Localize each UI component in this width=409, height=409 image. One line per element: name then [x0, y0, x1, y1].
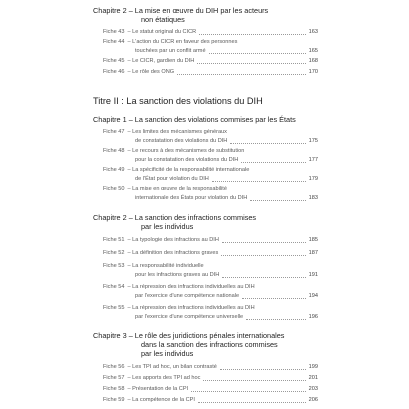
toc-entry[interactable]: [103, 396, 318, 405]
dot-leader: [191, 391, 306, 392]
toc-entry[interactable]: [103, 262, 318, 280]
entry-title: – Le rôle des ONG: [127, 69, 175, 75]
dot-leader: [203, 380, 305, 381]
part-title: Titre II : La sanction des violations du DIH: [93, 96, 263, 106]
fiche-number: Fiche 58: [103, 386, 125, 392]
entry-title: – La typologie des infractions au DIH: [127, 237, 219, 243]
fiche-number: Fiche 54: [103, 284, 125, 290]
fiche-number: Fiche 46: [103, 69, 125, 75]
entry-title-continued: de constatation des violations du DIH: [135, 137, 228, 144]
chapter-heading: [93, 6, 323, 24]
chapter-title-line: Chapitre 1 – La sanction des violations commises par les États: [93, 115, 296, 124]
dot-leader: [212, 181, 306, 182]
entry-title: – Les apports des TPI ad hoc: [127, 375, 201, 381]
fiche-number: Fiche 43: [103, 29, 125, 35]
fiche-number: Fiche 53: [103, 263, 125, 269]
chapter-title-line: par les individus: [141, 222, 194, 231]
dot-leader: [250, 200, 305, 201]
fiche-number: Fiche 52: [103, 250, 125, 256]
dot-leader: [242, 298, 306, 299]
entry-title: – Les limites des mécanismes généraux: [127, 129, 227, 135]
entry-title: – La spécificité de la responsabilité internationale: [127, 167, 250, 173]
page-number: 177: [308, 156, 318, 163]
toc-entry[interactable]: [103, 374, 318, 383]
chapter-title-line: dans la sanction des infractions commises: [141, 340, 278, 349]
chapter-title-line: Chapitre 2 – La sanction des infractions commises: [93, 213, 257, 222]
entry-title: – Le CICR, gardien du DIH: [127, 58, 195, 64]
chapter-title-line: non étatiques: [141, 15, 185, 24]
toc-entry[interactable]: [103, 185, 318, 203]
entry-title: – La responsabilité individuelle: [127, 263, 204, 269]
dot-leader: [220, 369, 306, 370]
entry-title: – La définition des infractions graves: [127, 250, 219, 256]
fiche-number: Fiche 48: [103, 148, 125, 154]
fiche-number: Fiche 57: [103, 375, 125, 381]
dot-leader: [221, 255, 305, 256]
page-number: 191: [308, 271, 318, 278]
toc-entry[interactable]: [103, 57, 318, 66]
toc-entry[interactable]: [103, 166, 318, 184]
toc-entry[interactable]: [103, 236, 318, 245]
page-number: 168: [308, 58, 318, 64]
dot-leader: [241, 162, 305, 163]
fiche-number: Fiche 47: [103, 129, 125, 135]
page-number: 203: [308, 386, 318, 392]
entry-title-continued: touchées par un conflit armé: [135, 47, 206, 54]
toc-entry[interactable]: [103, 283, 318, 301]
chapter-heading: [93, 331, 323, 358]
entry-title: – La compétence de la CPI: [127, 397, 195, 403]
entry-title-continued: pour la constatation des violations du DIH: [135, 156, 239, 163]
page-number: 187: [308, 250, 318, 256]
fiche-number: Fiche 44: [103, 39, 125, 45]
dot-leader: [246, 319, 305, 320]
toc-entry[interactable]: [103, 128, 318, 146]
chapter-heading: [93, 115, 323, 124]
page-number: 185: [308, 237, 318, 243]
toc-entry[interactable]: [103, 363, 318, 372]
page-number: 183: [308, 194, 318, 201]
entry-title-continued: pour les infractions graves au DIH: [135, 271, 220, 278]
entry-title: – L'action du CICR en faveur des personnes: [127, 39, 238, 45]
entry-title: – La répression des infractions individuelles au DIH: [127, 284, 255, 290]
entry-title-continued: de l'État pour violation du DIH: [135, 175, 209, 182]
fiche-number: Fiche 55: [103, 305, 125, 311]
dot-leader: [197, 63, 305, 64]
fiche-number: Fiche 59: [103, 397, 125, 403]
entry-title: – Présentation de la CPI: [127, 386, 189, 392]
page-number: 196: [308, 313, 318, 320]
dot-leader: [222, 277, 305, 278]
fiche-number: Fiche 56: [103, 364, 125, 370]
chapter-heading: [93, 213, 323, 231]
entry-title: – Le recours à des mécanismes de substitution: [127, 148, 245, 154]
page-number: 199: [308, 364, 318, 370]
toc-entry[interactable]: [103, 385, 318, 394]
toc-entry[interactable]: [103, 147, 318, 165]
entry-title-continued: internationale des États pour violation du DIH: [135, 194, 248, 201]
entry-title-continued: par l'exercice d'une compétence universelle: [135, 313, 244, 320]
toc-entry[interactable]: [103, 249, 318, 258]
dot-leader: [230, 143, 305, 144]
entry-title: – La répression des infractions individuelles au DIH: [127, 305, 255, 311]
fiche-number: Fiche 50: [103, 186, 125, 192]
entry-title: – Les TPI ad hoc, un bilan contrasté: [127, 364, 217, 370]
dot-leader: [198, 402, 306, 403]
dot-leader: [199, 34, 305, 35]
dot-leader: [209, 53, 306, 54]
entry-title-continued: par l'exercice d'une compétence nationale: [135, 292, 240, 299]
toc-entry[interactable]: [103, 28, 318, 37]
entry-title: – La mise en œuvre de la responsabilité: [127, 186, 227, 192]
page-number: 194: [308, 292, 318, 299]
fiche-number: Fiche 51: [103, 237, 125, 243]
page-number: 165: [308, 47, 318, 54]
dot-leader: [222, 242, 306, 243]
toc-entry[interactable]: [103, 68, 318, 77]
page-number: 163: [308, 29, 318, 35]
toc-entry[interactable]: [103, 304, 318, 322]
fiche-number: Fiche 49: [103, 167, 125, 173]
chapter-title-line: Chapitre 2 – La mise en œuvre du DIH par les acteurs: [93, 6, 269, 15]
page-number: 170: [308, 69, 318, 75]
page-number: 201: [308, 375, 318, 381]
toc-entry[interactable]: [103, 38, 318, 56]
fiche-number: Fiche 45: [103, 58, 125, 64]
entry-title: – Le statut original du CICR: [127, 29, 197, 35]
chapter-title-line: Chapitre 3 – Le rôle des juridictions pénales internationales: [93, 331, 285, 340]
page-number: 175: [308, 137, 318, 144]
page-number: 179: [308, 175, 318, 182]
page-number: 206: [308, 397, 318, 403]
chapter-title-line: par les individus: [141, 349, 194, 358]
dot-leader: [177, 74, 306, 75]
